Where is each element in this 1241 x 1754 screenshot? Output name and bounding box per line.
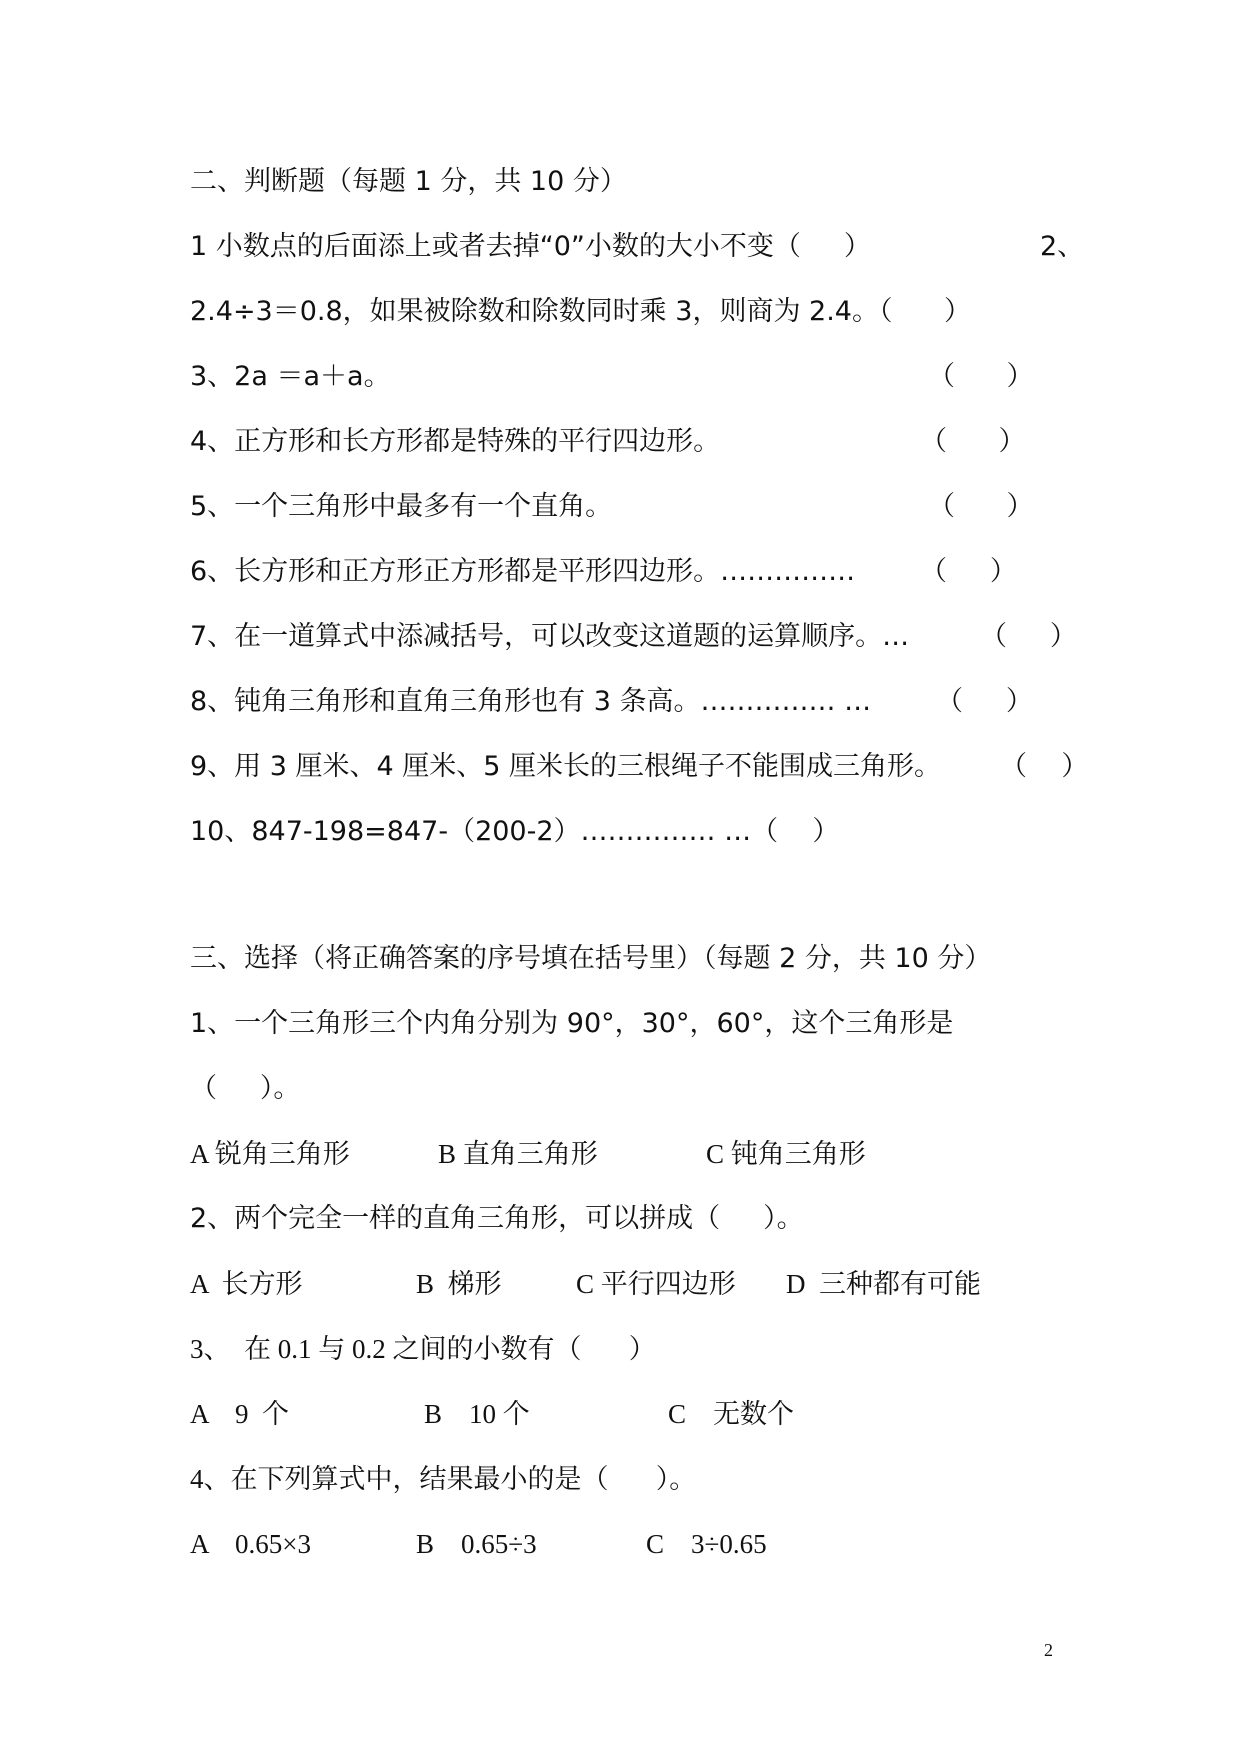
judge-q1-text: 1 小数点的后面添上或者去掉“0”小数的大小不变（ ） — [190, 231, 871, 262]
choice-q1-answer-blank[interactable]: （ ）。 — [190, 1073, 301, 1104]
choice-q2-option-a: A 长方形 — [190, 1269, 303, 1299]
choice-q4-option-c: C 3÷0.65 — [646, 1529, 767, 1559]
choice-q1-option-a: A 锐角三角形 — [190, 1139, 350, 1169]
judge-q2-text: 2.4÷3＝0.8，如果被除数和除数同时乘 3，则商为 2.4。（ ） — [190, 296, 971, 327]
judge-q8-answer-blank[interactable]: （ ） — [936, 686, 1033, 717]
choice-q3-option-b: B 10 个 — [424, 1399, 530, 1429]
judge-q3-text: 3、2a ＝a＋a。 — [190, 361, 391, 392]
choice-q2-option-b: B 梯形 — [416, 1269, 502, 1299]
choice-q1-text: 1、一个三角形三个内角分别为 90°，30°，60°，这个三角形是 — [190, 1008, 954, 1039]
judge-q7-answer-blank[interactable]: （ ） — [980, 621, 1077, 652]
choice-q4-option-b: B 0.65÷3 — [416, 1529, 537, 1559]
judge-q3-answer-blank[interactable]: （ ） — [928, 361, 1034, 392]
judge-q4-text: 4、正方形和长方形都是特殊的平行四边形。 — [190, 426, 721, 457]
choice-q1-option-b: B 直角三角形 — [438, 1139, 598, 1169]
page-number: 2 — [1044, 1640, 1053, 1660]
judge-q9-text: 9、用 3 厘米、4 厘米、5 厘米长的三根绳子不能围成三角形。 — [190, 751, 942, 782]
judge-q5-answer-blank[interactable]: （ ） — [928, 491, 1034, 522]
judge-q10-text: 10、847-198=847-（200-2）…………… …（ ） — [190, 816, 840, 847]
choice-q3-option-a: A 9 个 — [190, 1399, 290, 1429]
judge-q6-text: 6、长方形和正方形正方形都是平形四边形。…………… — [190, 556, 856, 587]
choice-q3-option-c: C 无数个 — [668, 1399, 795, 1429]
judge-q6-answer-blank[interactable]: （ ） — [920, 556, 1017, 587]
choice-q2-text: 2、两个完全一样的直角三角形，可以拼成（ ）。 — [190, 1203, 804, 1234]
judge-q9-answer-blank[interactable]: （ ） — [1000, 751, 1089, 782]
choice-q4-text: 4、在下列算式中，结果最小的是（ ）。 — [190, 1464, 697, 1494]
choice-q1-option-c: C 钝角三角形 — [706, 1139, 866, 1169]
judge-q4-answer-blank[interactable]: （ ） — [920, 426, 1026, 457]
choice-q2-option-c: C 平行四边形 — [576, 1269, 736, 1299]
judge-q2-number: 2、 — [1040, 231, 1085, 262]
choice-q3-text: 3、 在 0.1 与 0.2 之间的小数有（ ） — [190, 1334, 656, 1364]
choice-q2-option-d: D 三种都有可能 — [786, 1269, 981, 1299]
choice-q4-option-a: A 0.65×3 — [190, 1529, 311, 1559]
judge-q8-text: 8、钝角三角形和直角三角形也有 3 条高。…………… … — [190, 686, 872, 717]
judge-q7-text: 7、在一道算式中添减括号，可以改变这道题的运算顺序。… — [190, 621, 910, 652]
judge-q5-text: 5、一个三角形中最多有一个直角。 — [190, 491, 613, 522]
section2-heading: 二、判断题（每题 1 分，共 10 分） — [190, 166, 627, 197]
section3-heading: 三、选择（将正确答案的序号填在括号里）（每题 2 分，共 10 分） — [190, 943, 992, 974]
